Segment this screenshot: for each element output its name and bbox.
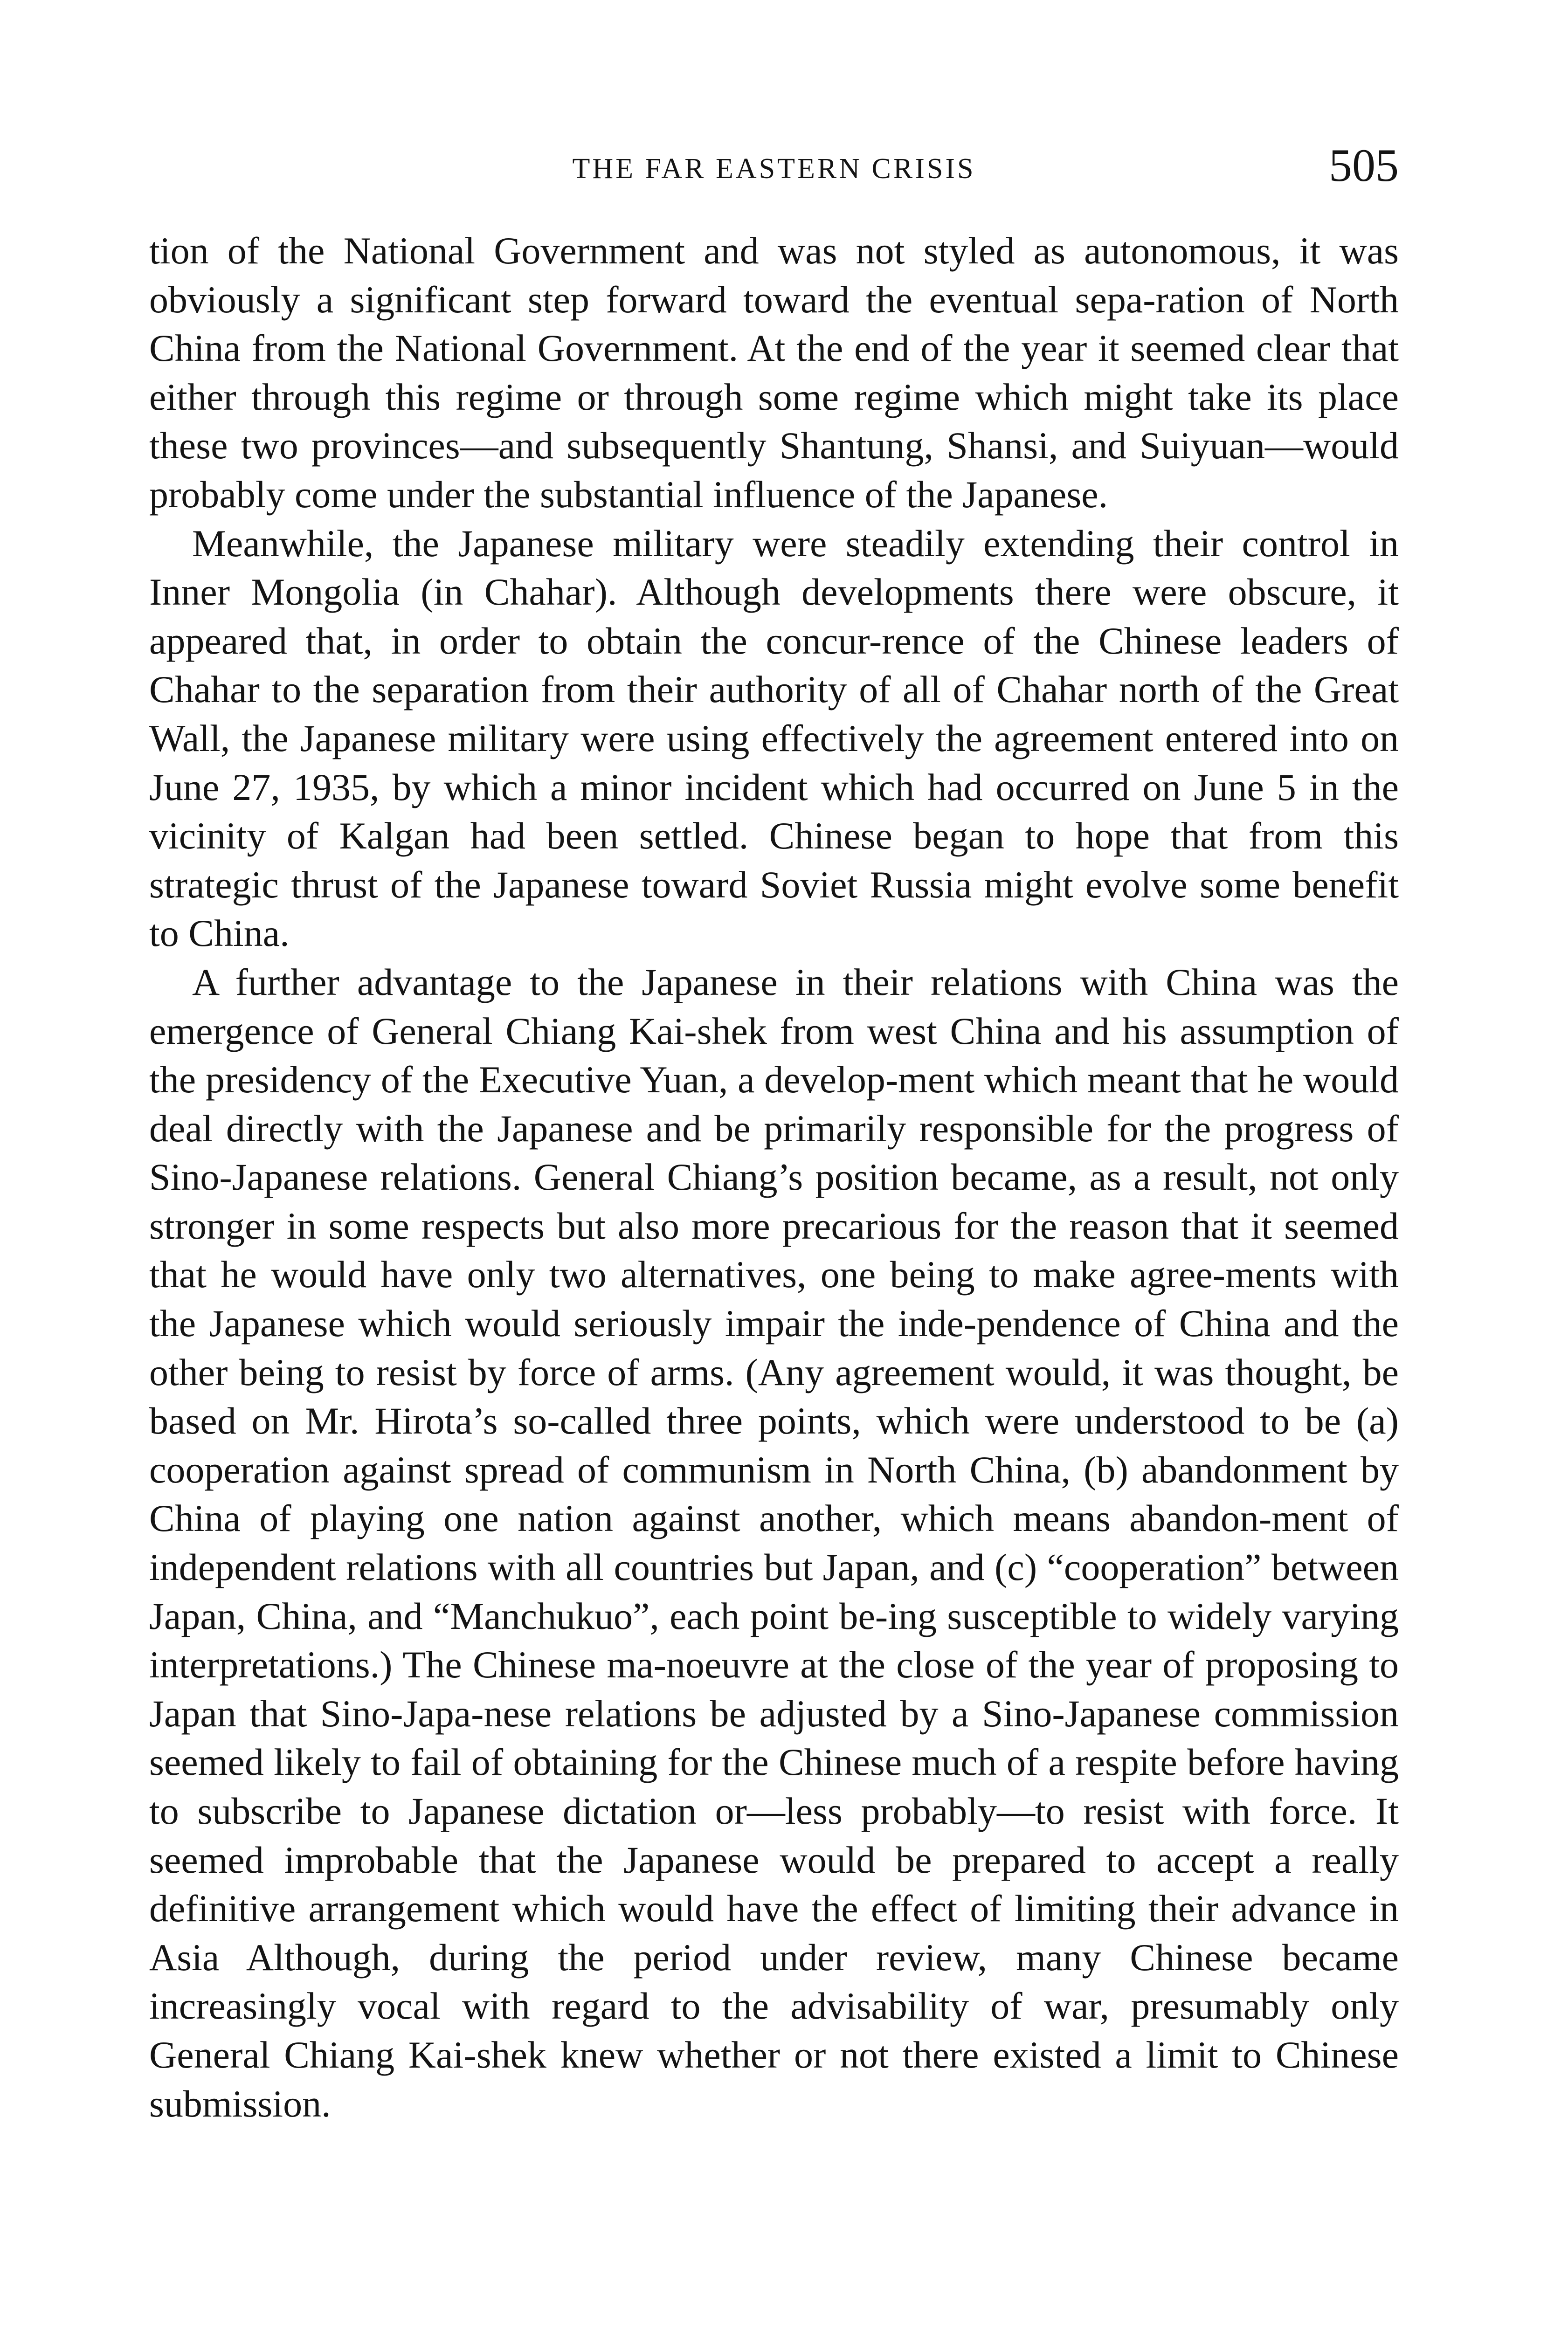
body-text bbox=[149, 227, 1399, 2128]
paragraph-inner-mongolia: Meanwhile, the Japanese military were steadily extending their control in Inner Mongolia (in Chahar). Although developments there were obscure, it appeared that, in order to obtain the concur-rence of the Chinese leaders of Chahar to the separation from their authority of all of Chahar north of the Great Wall, the Japanese military were using effectively the agreement entered into on June 27, 1935, by which a minor incident which had occurred on June 5 in the vicinity of Kalgan had been settled. Chinese began to hope that from this strategic thrust of the Japanese toward Soviet Russia might evolve some benefit to China. bbox=[149, 522, 1399, 955]
paragraph-chiang-kai-shek: A further advantage to the Japanese in their relations with China was the emergence of General Chiang Kai-shek from west China and his assumption of the presidency of the Executive Yuan, a develop-ment which meant that he would deal directly with the Japanese and be primarily responsible for the progress of Sino-Japanese relations. General Chiang’s position became, as a result, not only stronger in some respects but also more precarious for the reason that it seemed that he would have only two alternatives, one being to make agree-ments with the Japanese which would seriously impair the inde-pendence of China and the other being to resist by force of arms. (Any agreement would, it was thought, be based on Mr. Hirota’s so-called three points, which were understood to be (a) cooperation against spread of communism in North China, (b) abandonment by China of playing one nation against another, which means abandon-ment of independent relations with all countries but Japan, and (c) “cooperation” between Japan, China, and “Manchukuo”, each point be-ing susceptible to widely varying interpretations.) The Chinese ma-noeuvre at the close of the year of proposing to Japan that Sino-Japa-nese relations be adjusted by a Sino-Japanese commission seemed likely to fail of obtaining for the Chinese much of a respite before having to subscribe to Japanese dictation or—less probably—to resist with force. It seemed improbable that the Japanese would be prepared to accept a really definitive arrangement which would have the effect of limiting their advance in Asia Although, during the period under review, many Chinese became increasingly vocal with regard to the advisability of war, presumably only General Chiang Kai-shek knew whether or not there existed a limit to Chinese submission. bbox=[149, 960, 1399, 2125]
page-number: 505 bbox=[1329, 139, 1399, 191]
running-head bbox=[149, 140, 1399, 196]
paragraph-continued: tion of the National Government and was not styled as autonomous, it was obviously a significant step forward toward the eventual sepa-ration of North China from the National Government. At the end of the year it seemed clear that either through this regime or through some regime which might take its place these two provinces—and subsequently Shantung, Shansi, and Suiyuan—would probably come under the substantial influence of the Japanese. bbox=[149, 229, 1399, 516]
running-title: THE FAR EASTERN CRISIS bbox=[572, 153, 976, 185]
